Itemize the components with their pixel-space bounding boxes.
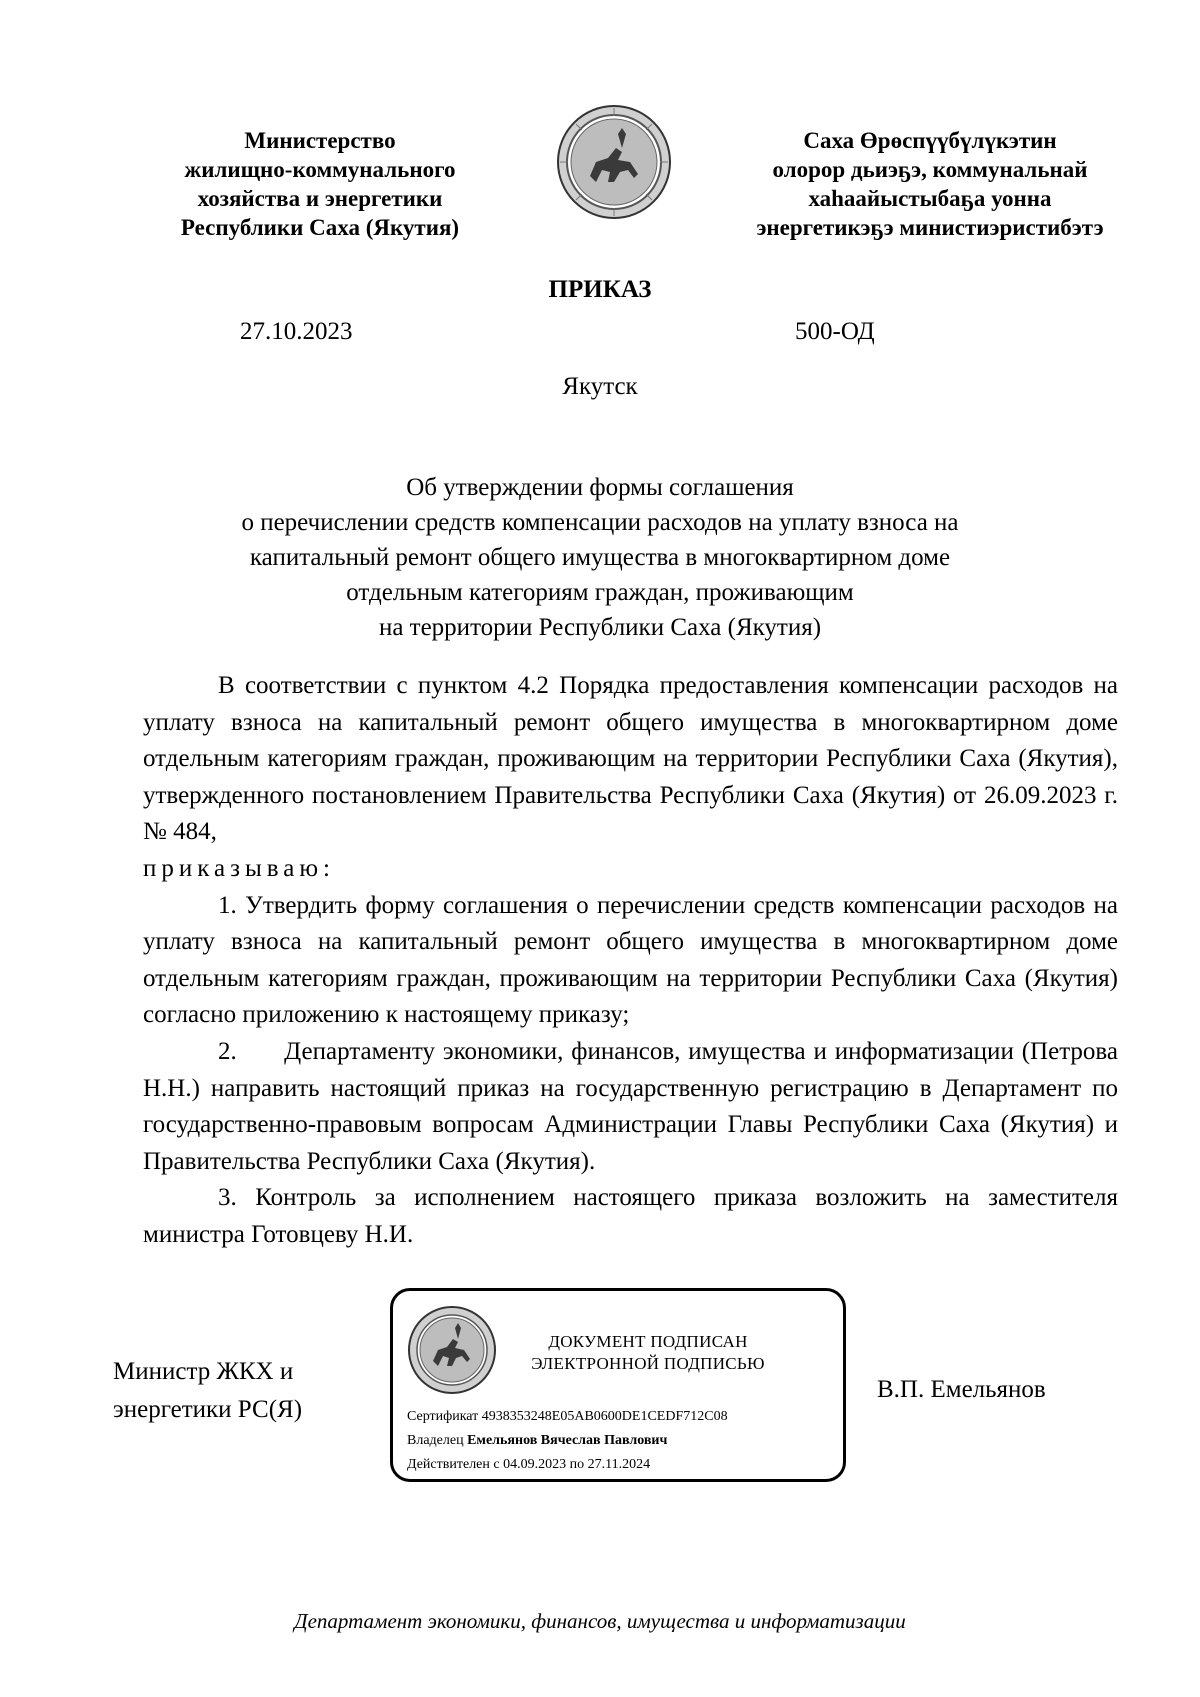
valid-to: 27.11.2024 [587,1457,651,1472]
certificate-value: 4938353248E05AB0600DE1CEDF712C08 [481,1409,728,1424]
ministry-name-ru-line: жилищно-коммунального [184,157,456,182]
order-date: 27.10.2023 [240,318,353,345]
order-city: Якутск [562,373,638,400]
ministry-name-sakha-line: хаһаайыстыбаҕа уонна [808,186,1052,211]
order-title-line: отдельным категориям граждан, проживающим [346,579,854,606]
order-body [143,668,1118,1254]
preamble-paragraph [143,668,1118,888]
ministry-name-ru-line: Министерство [244,128,396,153]
document-type: ПРИКАЗ [548,276,652,303]
footer-department: Департамент экономики, финансов, имущества и информатизации [294,1609,906,1633]
order-number: 500-ОД [795,318,875,345]
republic-emblem-icon [556,104,672,220]
valid-from: 04.09.2023 [503,1457,567,1472]
signatory-position [113,1353,302,1429]
preamble-text: В соответствии с пунктом 4.2 Порядка предоставления компенсации расходов на уплату взноса на капитальный ремонт общего имущества в многоквартирном доме отдельным категориям граждан, проживающим на территории Республики Саха (Якутия), утвержденного постановлением Правительства Республики Саха (Якутия) от 26.09.2023 г. № 484, [143,672,1118,846]
ministry-name-ru-line: хозяйства и энергетики [197,186,443,211]
ministry-name-sakha-line: энергетикэҕэ министиэристибэтэ [756,215,1104,240]
stamp-emblem-icon [407,1305,497,1395]
order-word: приказываю: [143,854,335,882]
owner-value: Емельянов Вячеслав Павлович [467,1433,668,1448]
ministry-name-sakha-line: олорор дьиэҕэ, коммунальнай [772,157,1088,182]
stamp-heading-line: ЭЛЕКТРОННОЙ ПОДПИСЬЮ [531,1354,765,1373]
signatory-position-line: энергетики РС(Я) [113,1396,303,1423]
order-title [140,470,1060,645]
stamp-heading [513,1331,783,1375]
ministry-name-sakha [720,126,1140,242]
valid-label: Действителен с [407,1457,500,1472]
ministry-name-ru [130,126,510,242]
order-title-line: Об утверждении формы соглашения [406,474,794,501]
order-item-1: 1. Утвердить форму соглашения о перечислении средств компенсации расходов на уплату взноса на капитальный ремонт общего имущества в многоквартирном доме отдельным категориям граждан, проживающим на территории Республики Саха (Якутия) согласно приложению к настоящему приказу; [143,891,1118,1029]
ministry-name-sakha-line: Саха Өрөспүүбүлүкэтин [803,128,1057,153]
electronic-signature-stamp [390,1288,846,1482]
validity-line [407,1457,650,1473]
order-item-2: 2. Департаменту экономики, финансов, имущества и информатизации (Петрова Н.Н.) направить настоящий приказ на государственную регистрацию в Департамент по государственно-правовым вопросам Администрации Главы Республики Саха (Якутия) и Правительства Республики Саха (Якутия). [143,1037,1118,1175]
signatory-position-line: Министр ЖКХ и [113,1358,294,1385]
certificate-label: Сертификат [407,1409,479,1424]
order-title-line: на территории Республики Саха (Якутия) [378,614,822,641]
order-title-line: о перечислении средств компенсации расходов на уплату взноса на [241,509,959,536]
signatory-name: В.П. Емельянов [877,1376,1046,1403]
certificate-line [407,1409,728,1425]
owner-label: Владелец [407,1433,464,1448]
order-title-line: капитальный ремонт общего имущества в многоквартирном доме [249,544,951,571]
order-item-3: 3. Контроль за исполнением настоящего приказа возложить на заместителя министра Готовцеву Н.И. [143,1184,1118,1248]
valid-to-label: по [569,1457,585,1472]
owner-line [407,1433,667,1449]
stamp-heading-line: ДОКУМЕНТ ПОДПИСАН [548,1332,748,1351]
ministry-name-ru-line: Республики Саха (Якутия) [180,215,460,240]
